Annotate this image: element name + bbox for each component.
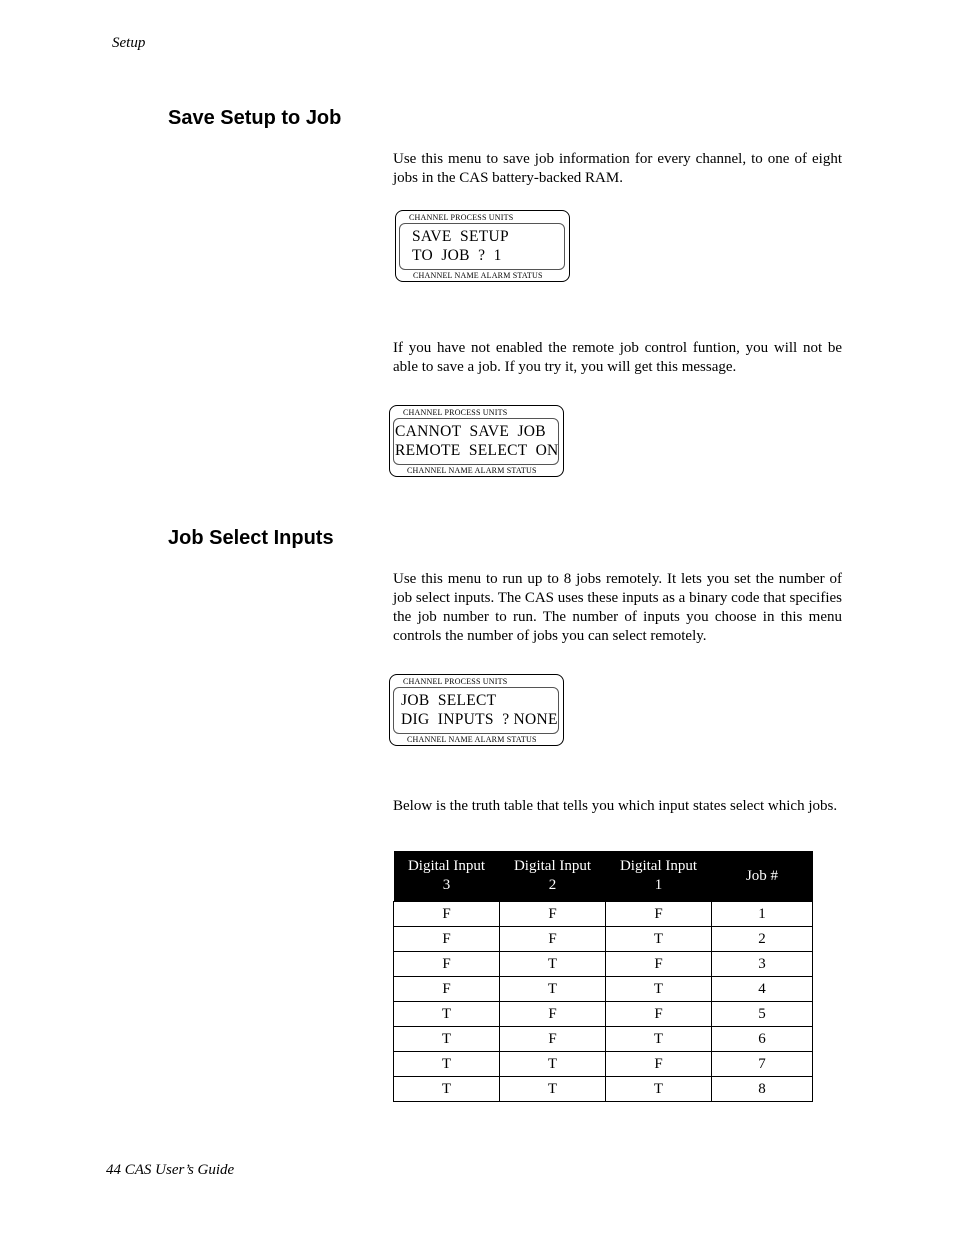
table-cell: T	[394, 1077, 500, 1102]
section-heading-save-setup: Save Setup to Job	[168, 107, 342, 129]
cannot-save-display	[389, 405, 564, 477]
table-cell: T	[500, 1077, 606, 1102]
table-cell: 5	[712, 1002, 813, 1027]
table-row	[394, 902, 813, 927]
display-top-labels: CHANNEL PROCESS UNITS	[409, 213, 514, 222]
display-line-2: DIG INPUTS ? NONE	[401, 711, 558, 728]
table-cell: F	[394, 952, 500, 977]
table-cell: 1	[712, 902, 813, 927]
display-bottom-labels: CHANNEL NAME ALARM STATUS	[407, 466, 537, 475]
table-cell: T	[394, 1027, 500, 1052]
display-top-labels: CHANNEL PROCESS UNITS	[403, 677, 508, 686]
table-cell: 6	[712, 1027, 813, 1052]
table-cell: F	[606, 952, 712, 977]
remote-control-note: If you have not enabled the remote job control funtion, you will not be able to save a job. If you try it, you will get this message.	[393, 340, 842, 375]
page-footer: 44 CAS User’s Guide	[106, 1162, 235, 1178]
table-cell: T	[500, 977, 606, 1002]
truth-table-header-row	[394, 851, 813, 902]
table-cell: F	[606, 902, 712, 927]
display-line-2: REMOTE SELECT ON	[395, 442, 559, 459]
table-cell: T	[606, 1027, 712, 1052]
section-heading-job-select: Job Select Inputs	[168, 527, 334, 549]
table-cell: 7	[712, 1052, 813, 1077]
table-cell: F	[394, 977, 500, 1002]
table-cell: T	[606, 1077, 712, 1102]
job-select-display	[389, 674, 564, 746]
header-digital-input-2: Digital Input 2	[500, 851, 606, 902]
save-setup-display	[395, 210, 570, 282]
display-line-1: SAVE SETUP	[412, 228, 509, 245]
table-cell: F	[606, 1002, 712, 1027]
table-cell: T	[606, 977, 712, 1002]
table-cell: T	[606, 927, 712, 952]
table-cell: F	[500, 1002, 606, 1027]
table-cell: T	[500, 1052, 606, 1077]
table-row	[394, 952, 813, 977]
display-bottom-labels: CHANNEL NAME ALARM STATUS	[413, 271, 543, 280]
display-top-labels: CHANNEL PROCESS UNITS	[403, 408, 508, 417]
truth-table	[393, 851, 813, 1102]
table-cell: F	[394, 927, 500, 952]
table-cell: T	[394, 1052, 500, 1077]
table-row	[394, 1052, 813, 1077]
save-setup-intro: Use this menu to save job information for every channel, to one of eight jobs in the CAS battery-backed RAM.	[393, 151, 842, 186]
table-cell: T	[500, 952, 606, 977]
table-cell: F	[606, 1052, 712, 1077]
table-cell: 8	[712, 1077, 813, 1102]
table-cell: 2	[712, 927, 813, 952]
running-head: Setup	[112, 35, 146, 51]
header-job-number: Job #	[712, 851, 813, 902]
display-line-1: CANNOT SAVE JOB	[395, 423, 546, 440]
display-bottom-labels: CHANNEL NAME ALARM STATUS	[407, 735, 537, 744]
truth-table-intro: Below is the truth table that tells you which input states select which jobs.	[393, 798, 838, 814]
table-cell: F	[500, 927, 606, 952]
table-row	[394, 977, 813, 1002]
table-cell: F	[394, 902, 500, 927]
header-digital-input-1: Digital Input 1	[606, 851, 712, 902]
table-row	[394, 1002, 813, 1027]
table-cell: 3	[712, 952, 813, 977]
table-row	[394, 1077, 813, 1102]
job-select-intro: Use this menu to run up to 8 jobs remotely. It lets you set the number of job select inputs. The CAS uses these inputs as a binary code that specifies the job number to run. The number of inputs you choose in this menu controls the number of jobs you can select remotely.	[393, 571, 842, 644]
table-cell: F	[500, 902, 606, 927]
table-cell: F	[500, 1027, 606, 1052]
display-line-2: TO JOB ? 1	[412, 247, 502, 264]
display-line-1: JOB SELECT	[401, 692, 497, 709]
table-row	[394, 927, 813, 952]
table-cell: T	[394, 1002, 500, 1027]
table-row	[394, 1027, 813, 1052]
table-cell: 4	[712, 977, 813, 1002]
header-digital-input-3: Digital Input 3	[394, 851, 500, 902]
